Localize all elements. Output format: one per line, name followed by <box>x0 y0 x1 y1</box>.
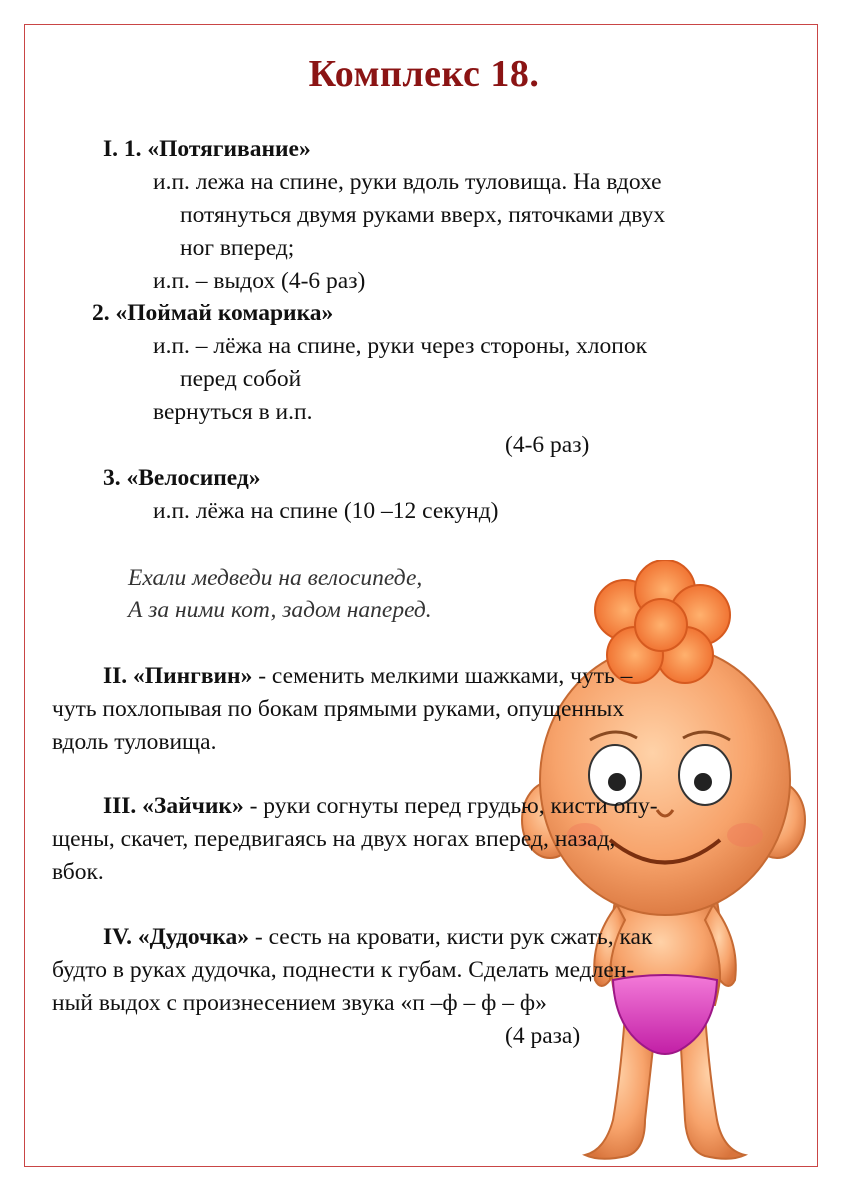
exercise-2-repeat: (4-6 раз) <box>505 432 590 458</box>
section-2-heading: II. «Пингвин» <box>103 663 253 689</box>
section-3-line-1 <box>103 790 658 822</box>
section-3-heading: III. «Зайчик» <box>103 793 244 819</box>
exercise-3-heading: 3. «Велосипед» <box>103 465 261 491</box>
section-3-line: щены, скачет, передвигаясь на двух ногах вперед, назад, <box>52 826 616 852</box>
exercise-1-line: ног вперед; <box>180 235 295 261</box>
section-2-line-1 <box>103 660 632 692</box>
section-4-repeat: (4 раза) <box>505 1023 581 1049</box>
exercise-2-line: и.п. – лёжа на спине, руки через стороны, хлопок <box>153 333 647 359</box>
section-4-text: - сесть на кровати, кисти рук сжать, как <box>249 924 653 950</box>
section-2-line: чуть похлопывая по бокам прямыми руками, опущенных <box>52 696 625 722</box>
section-4-line: ный выдох с произнесением звука «п –ф – ф – ф» <box>52 990 547 1016</box>
exercise-1-line: и.п. – выдох (4-6 раз) <box>153 268 366 294</box>
section-2-text: - семенить мелкими шажками, чуть – <box>252 663 633 689</box>
page-title: Комплекс 18. <box>308 53 540 95</box>
exercise-2-line: перед собой <box>180 366 302 392</box>
exercise-1-line: и.п. лежа на спине, руки вдоль туловища. На вдохе <box>153 169 662 195</box>
section-4-heading: IV. «Дудочка» <box>103 924 249 950</box>
exercise-2-line: вернуться в и.п. <box>153 399 313 425</box>
baby-illustration <box>505 560 825 1170</box>
poem-line: А за ними кот, задом наперед. <box>128 597 432 623</box>
section-4-line: будто в руках дудочка, поднести к губам. Сделать медлен- <box>52 957 635 983</box>
poem-line: Ехали медведи на велосипеде, <box>128 565 423 591</box>
section-3-line: вбок. <box>52 859 104 885</box>
exercise-1-heading: I. 1. «Потягивание» <box>103 136 311 162</box>
section-3-text: - руки согнуты перед грудью, кисти опу- <box>243 793 658 819</box>
exercise-1-line: потянуться двумя руками вверх, пяточками двух <box>180 202 666 228</box>
section-2-line: вдоль туловища. <box>52 729 217 755</box>
exercise-3-line: и.п. лёжа на спине (10 –12 секунд) <box>153 498 499 524</box>
section-4-line-1 <box>103 921 652 953</box>
exercise-2-heading: 2. «Поймай комарика» <box>92 300 334 326</box>
